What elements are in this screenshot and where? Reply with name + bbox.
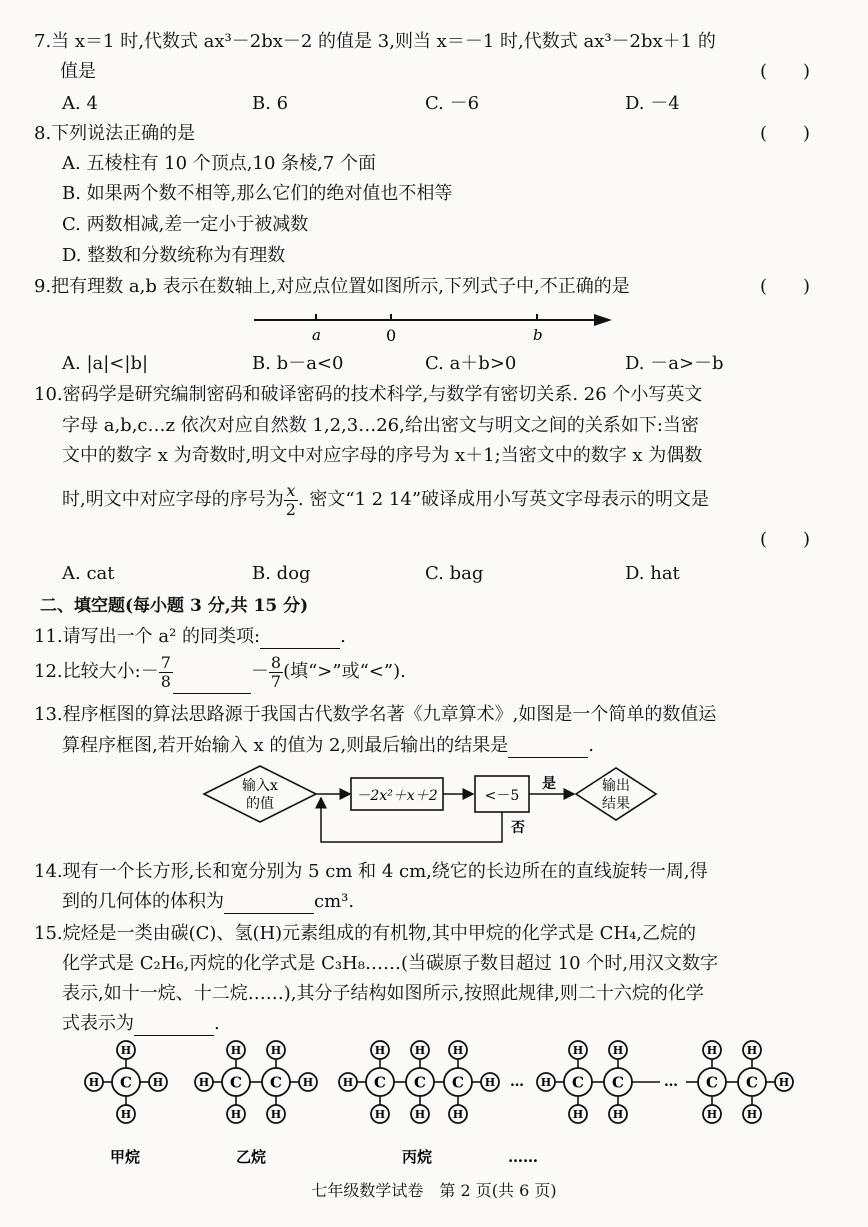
hydrogen-atom-label: H: [230, 1043, 242, 1057]
q8-option-d: D. 整数和分数统称为有理数: [62, 245, 286, 266]
hydrogen-atom-label: H: [120, 1043, 132, 1057]
hydrogen-atom-label: H: [540, 1075, 552, 1089]
q15-line2: 化学式是 C₂H₆,丙烷的化学式是 C₃H₈……(当碳原子数目超过 10 个时,用汉文数字: [62, 953, 719, 974]
hydrogen-atom-label: H: [572, 1107, 584, 1121]
flow-compare-text: <－5: [484, 788, 520, 804]
q8-stem: 8.下列说法正确的是: [34, 123, 196, 144]
flow-compute-text: －2x²＋x＋2: [356, 788, 438, 804]
molecule-name-3: 丙烷: [402, 1148, 433, 1166]
q9-option-c: C. a＋b>0: [425, 353, 517, 374]
q10-frac-den: 2: [285, 499, 296, 519]
q8-option-c: C. 两数相减,差一定小于被减数: [62, 214, 309, 235]
q9-answer-paren: ( ): [759, 276, 810, 297]
q8-option-a: A. 五棱柱有 10 个顶点,10 条棱,7 个面: [62, 153, 377, 174]
carbon-atom-label: C: [270, 1073, 282, 1092]
flow-no-label: 否: [511, 820, 525, 836]
q15-line1: 15.烷烃是一类由碳(C)、氢(H)元素组成的有机物,其中甲烷的化学式是 CH₄,乙烷的: [34, 923, 697, 944]
q10-option-b: B. dog: [252, 563, 311, 584]
hydrogen-atom-label: H: [270, 1043, 282, 1057]
carbon-atom-label: C: [414, 1073, 426, 1092]
q9-stem: 9.把有理数 a,b 表示在数轴上,对应点位置如图所示,下列式子中,不正确的是: [34, 276, 630, 297]
q15-line4-pre: 式表示为: [62, 1013, 134, 1034]
q11-post: .: [340, 626, 346, 647]
hydrogen-atom-label: H: [152, 1075, 164, 1089]
hydrogen-atom-label: H: [778, 1075, 790, 1089]
q13-line2-pre: 算程序框图,若开始输入 x 的值为 2,则最后输出的结果是: [62, 735, 509, 756]
q14-answer-blank[interactable]: [224, 895, 314, 914]
q12-f1-den: 8: [160, 671, 171, 691]
hydrogen-atom-label: H: [342, 1075, 354, 1089]
q9-option-b: B. b－a<0: [252, 353, 344, 374]
q10-answer-paren: ( ): [759, 529, 810, 550]
hydrogen-atom-label: H: [746, 1043, 758, 1057]
carbon-atom-label: C: [572, 1073, 584, 1092]
q10-line2: 字母 a,b,c…z 依次对应自然数 1,2,3…26,给出密文与明文之间的关系如下:当密: [62, 415, 699, 436]
hydrogen-atom-label: H: [452, 1107, 464, 1121]
q12-fraction-1: [159, 654, 173, 691]
flow-input-l1: 输入x: [242, 778, 278, 794]
ellipsis-dots: …: [510, 1074, 524, 1090]
q12-f2-num: 8: [270, 652, 282, 672]
hydrogen-atom-label: H: [230, 1107, 242, 1121]
q8-option-b: B. 如果两个数不相等,那么它们的绝对值也不相等: [62, 183, 453, 204]
hydrogen-atom-label: H: [198, 1075, 210, 1089]
q14-line2-post: cm³.: [314, 891, 355, 912]
page-footer: 七年级数学试卷 第 2 页(共 6 页): [311, 1181, 557, 1200]
hydrogen-atom-label: H: [374, 1043, 386, 1057]
section2-title: 二、填空题(每小题 3 分,共 15 分): [40, 596, 309, 616]
q14-line1: 14.现有一个长方形,长和宽分别为 5 cm 和 4 cm,绕它的长边所在的直线旋转一周,得: [34, 861, 708, 882]
hydrogen-atom-label: H: [88, 1075, 100, 1089]
q10-option-c: C. bag: [425, 563, 484, 584]
hydrogen-atom-label: H: [414, 1043, 426, 1057]
hydrogen-atom-label: H: [414, 1107, 426, 1121]
q7-option-d: D. －4: [625, 93, 680, 114]
q12-answer-blank[interactable]: [173, 671, 251, 694]
q9-option-d: D. －a>－b: [625, 353, 724, 374]
flow-output-l1: 输出: [602, 778, 630, 794]
q12-mid: －: [250, 661, 269, 682]
q9-label-b: b: [533, 326, 543, 344]
q12-f1-num: 7: [160, 652, 171, 672]
q12-pre: 12.比较大小:－: [34, 661, 159, 682]
hydrogen-atom-label: H: [302, 1075, 314, 1089]
hydrogen-atom-label: H: [452, 1043, 464, 1057]
molecule-name-1: 甲烷: [110, 1148, 141, 1166]
flow-output-l2: 结果: [602, 796, 630, 812]
molecule-name-2: 乙烷: [236, 1148, 267, 1166]
q12-line: [34, 650, 406, 694]
carbon-atom-label: C: [374, 1073, 386, 1092]
q9-label-a: a: [312, 326, 321, 344]
ellipsis-dots: …: [664, 1074, 678, 1090]
hydrogen-atom-label: H: [706, 1107, 718, 1121]
molecule-name-4: ……: [508, 1148, 538, 1166]
hydrogen-atom-label: H: [612, 1043, 624, 1057]
q15-molecule-figure: [0, 1030, 868, 1175]
hydrogen-atom-label: H: [612, 1107, 624, 1121]
q14-line2-pre: 到的几何体的体积为: [62, 891, 224, 912]
q14-line2: [62, 890, 354, 914]
q10-line1: 10.密码学是研究编制密码和破译密码的技术科学,与数学有密切关系. 26 个小写英文: [34, 384, 703, 405]
q9-number-line: [250, 304, 620, 344]
q10-line4-post: . 密文“1 2 14”破译成用小写英文字母表示的明文是: [297, 489, 710, 510]
q10-line4-pre: 时,明文中对应字母的序号为: [62, 489, 284, 510]
q13-answer-blank[interactable]: [508, 739, 588, 758]
q10-line4: [62, 478, 709, 522]
q7-answer-paren: ( ): [759, 61, 810, 82]
carbon-atom-label: C: [706, 1073, 718, 1092]
q7-option-c: C. －6: [425, 93, 480, 114]
carbon-atom-label: C: [120, 1073, 132, 1092]
q7-stem-line2: 值是: [60, 61, 96, 82]
carbon-atom-label: C: [230, 1073, 242, 1092]
q11-answer-blank[interactable]: [260, 630, 340, 649]
q10-option-d: D. hat: [625, 563, 680, 584]
flow-output-diamond: [576, 768, 656, 820]
q7-stem-line1: 7.当 x＝1 时,代数式 ax³－2bx－2 的值是 3,则当 x＝－1 时,代数式 ax³－2bx＋1 的: [34, 31, 716, 52]
q10-option-a: A. cat: [62, 563, 115, 584]
carbon-atom-label: C: [452, 1073, 464, 1092]
q11-pre: 11.请写出一个 a² 的同类项:: [34, 626, 261, 647]
q13-line1: 13.程序框图的算法思路源于我国古代数学名著《九章算术》,如图是一个简单的数值运: [34, 704, 717, 725]
carbon-atom-label: C: [612, 1073, 624, 1092]
hydrogen-atom-label: H: [572, 1043, 584, 1057]
hydrogen-atom-label: H: [706, 1043, 718, 1057]
hydrogen-atom-label: H: [374, 1107, 386, 1121]
q12-post: (填“>”或“<”).: [283, 661, 406, 682]
hydrogen-atom-label: H: [746, 1107, 758, 1121]
q11-line: [34, 625, 346, 649]
q10-fraction: [284, 482, 298, 519]
hydrogen-atom-label: H: [120, 1107, 132, 1121]
q13-line2: [62, 734, 594, 758]
q15-line3: 表示,如十一烷、十二烷……),其分子结构如图所示,按照此规律,则二十六烷的化学: [62, 983, 704, 1004]
q10-line3: 文中的数字 x 为奇数时,明文中对应字母的序号为 x＋1;当密文中的数字 x 为偶数: [62, 445, 703, 466]
q12-fraction-2: [269, 654, 283, 691]
q9-label-zero: 0: [386, 326, 397, 344]
q7-option-a: A. 4: [62, 93, 98, 114]
q9-option-a: A. |a|<|b|: [62, 353, 149, 374]
q10-frac-num: x: [284, 482, 298, 501]
carbon-atom-label: C: [746, 1073, 758, 1092]
flow-input-diamond: [204, 766, 316, 822]
flow-input-l2: 的值: [246, 796, 274, 812]
q13-line2-post: .: [588, 735, 594, 756]
q7-option-b: B. 6: [252, 93, 289, 114]
flow-yes-label: 是: [542, 776, 556, 792]
q8-answer-paren: ( ): [759, 123, 810, 144]
q13-flowchart: [198, 762, 678, 854]
hydrogen-atom-label: H: [270, 1107, 282, 1121]
hydrogen-atom-label: H: [484, 1075, 496, 1089]
q15-line4-post: .: [214, 1013, 220, 1034]
q12-f2-den: 7: [270, 671, 282, 691]
